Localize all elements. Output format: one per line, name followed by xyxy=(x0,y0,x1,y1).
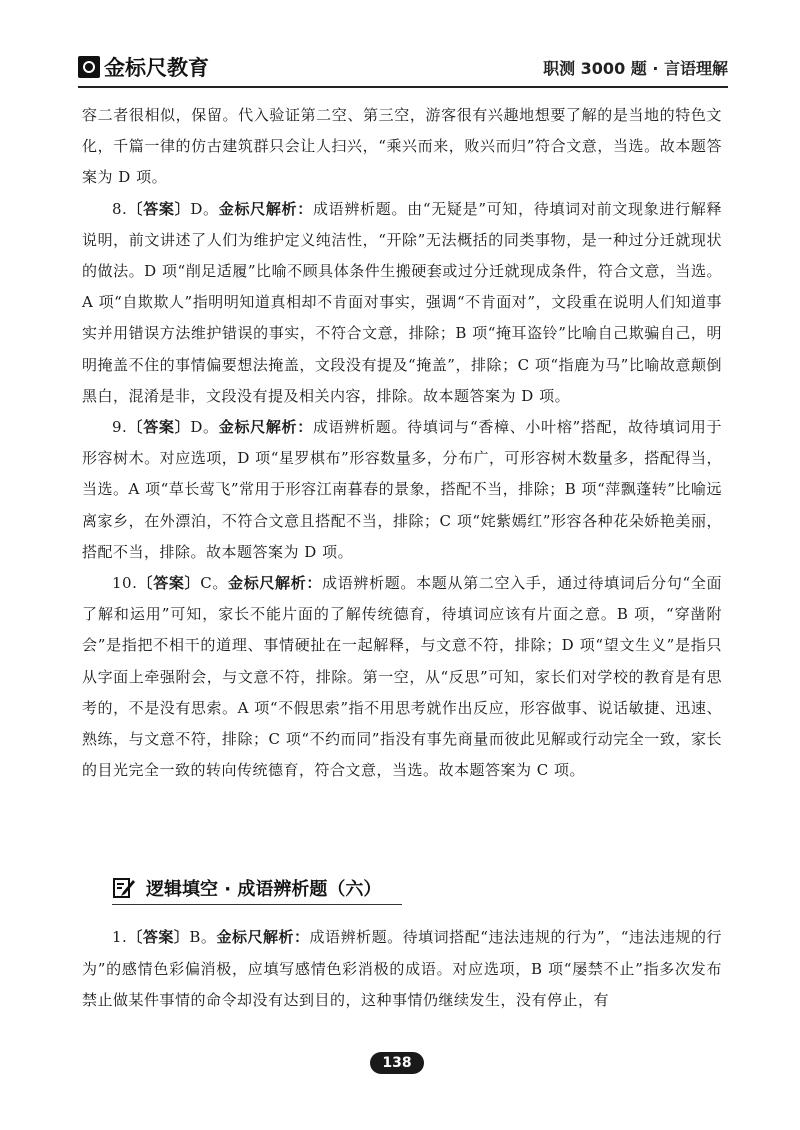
section-title: 逻辑填空 · 成语辨析题（六） xyxy=(146,879,382,900)
analysis-tag: 金标尺解析： xyxy=(216,928,310,946)
edit-icon xyxy=(112,876,136,900)
question-number: 10. xyxy=(112,574,138,593)
brand-name: 金标尺教育 xyxy=(104,56,209,80)
page-number: 138 xyxy=(370,1052,424,1074)
question-number: 1. xyxy=(112,928,128,946)
analysis-tag: 金标尺解析： xyxy=(228,574,323,593)
analysis-text: 成语辨析题。待填词与“香樟、小叶榕”搭配，故待填词用于形容树木。对应选项，D 项“星罗棋布”形容数量多，分布广，可形容树木数量多，搭配得当，当选。A 项“草长莺飞”常用于形容江南暮春的景象，搭配不当，排除；B 项“萍飘蓬转”比喻远离家乡，在外漂泊，不符合文意且搭配不当，排除；C 项“姹紫嫣红”形容各种花朵娇艳美丽，搭配不当，排除。故本题答案为 D 项。 xyxy=(82,418,722,561)
answer-tag: 〔答案〕 xyxy=(137,574,201,593)
answer-item-1 xyxy=(82,922,722,1017)
answer-tag: 〔答案〕 xyxy=(127,418,191,437)
analysis-text: 成语辨析题。待填词搭配“违法违规的行为”，“违法违规的行为”的感情色彩偏消极，应填写感情色彩消极的成语。对应选项，B 项“屡禁不止”指多次发布禁止做某件事情的命令却没有达到目的，这种事情仍继续发生，没有停止，有 xyxy=(82,928,722,1009)
page-header xyxy=(78,50,728,84)
question-number: 8. xyxy=(112,199,128,218)
analysis-tag: 金标尺解析： xyxy=(218,199,313,218)
answer-letter: D。 xyxy=(190,418,219,437)
header-divider xyxy=(78,86,728,88)
answer-tag: 〔答案〕 xyxy=(127,199,191,218)
answer-body xyxy=(82,100,722,786)
book-title: 职测 3000 题 · 言语理解 xyxy=(543,59,728,78)
analysis-text: 成语辨析题。由“无疑是”可知，待填词对前文现象进行解释说明，前文讲述了人们为维护定义纯洁性，“开除”无法概括的同类事物，是一种过分迁就现状的做法。D 项“削足适履”比喻不顾具体条件生搬硬套或过分迁就现成条件，符合文意，当选。A 项“自欺欺人”指明明知道真相却不肯面对事实，强调“不肯面对”，文段重在说明人们知道事实并用错误方法维护错误的事实，不符合文意，排除；B 项“掩耳盗铃”比喻自己欺骗自己，明明掩盖不住的事情偏要想法掩盖，文段没有提及“掩盖”，排除；C 项“指鹿为马”比喻故意颠倒黑白，混淆是非，文段没有提及相关内容，排除。故本题答案为 D 项。 xyxy=(82,199,722,405)
section-heading xyxy=(112,872,402,905)
answer-continuation: 容二者很相似，保留。代入验证第二空、第三空，游客很有兴趣地想要了解的是当地的特色文化，千篇一律的仿古建筑群只会让人扫兴，“乘兴而来，败兴而归”符合文意，当选。故本题答案为 D 项。 xyxy=(82,106,722,187)
answer-letter: C。 xyxy=(200,574,229,593)
brand-logo-icon xyxy=(78,56,100,78)
section-answer-body xyxy=(82,922,722,1017)
answer-letter: D。 xyxy=(190,199,219,218)
question-number: 9. xyxy=(112,418,128,437)
answer-item-9 xyxy=(82,412,722,568)
answer-letter: B。 xyxy=(189,928,217,946)
answer-item-10 xyxy=(82,568,722,786)
answer-item-8 xyxy=(82,194,722,412)
analysis-text: 成语辨析题。本题从第二空入手，通过待填词后分句“全面了解和运用”可知，家长不能片面的了解传统德育，待填词应该有片面之意。B 项，“穿凿附会”是指把不相干的道理、事情硬扯在一起解释，与文意不符，排除；D 项“望文生义”是指只从字面上牵强附会，与文意不符，排除。第一空，从“反思”可知，家长们对学校的教育是有思考的，不是没有思索。A 项“不假思索”指不用思考就作出反应，形容做事、说话敏捷、迅速、熟练，与文意不符，排除；C 项“不约而同”指没有事先商量而彼此见解或行动完全一致，家长的目光完全一致的转向传统德育，符合文意，当选。故本题答案为 C 项。 xyxy=(82,574,722,780)
analysis-tag: 金标尺解析： xyxy=(218,418,313,437)
answer-tag: 〔答案〕 xyxy=(127,928,190,946)
brand-logo xyxy=(78,50,209,84)
